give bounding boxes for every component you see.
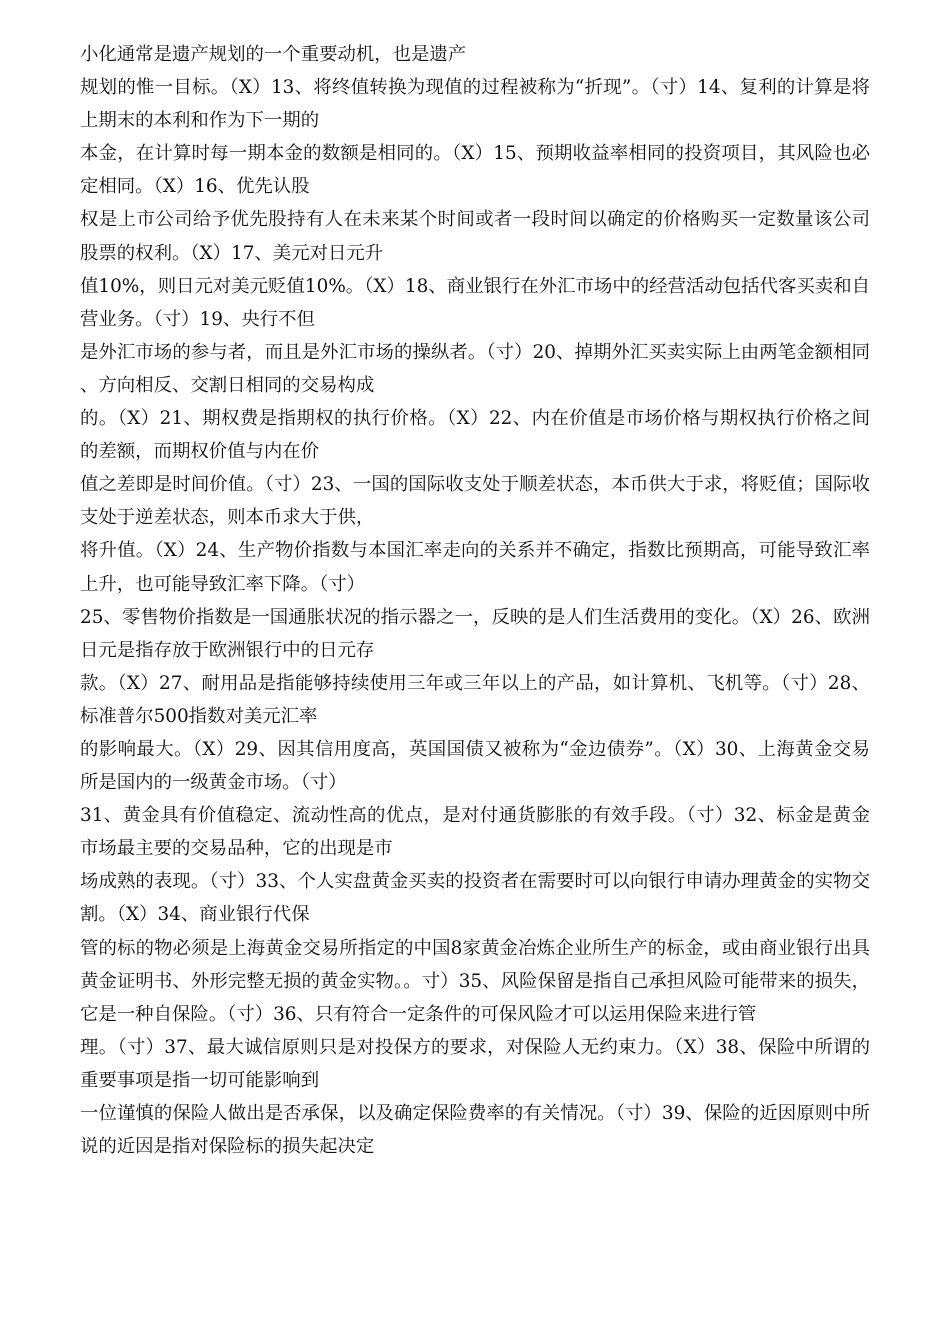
paragraph: 值10%，则日元对美元贬值10%。（X）18、商业银行在外汇市场中的经营活动包括代客买卖和自营业务。（寸）19、央行不但 [80, 275, 870, 330]
document-body [80, 38, 870, 1163]
paragraph: 本金，在计算时每一期本金的数额是相同的。（X）15、预期收益率相同的投资项目，其风险也必定相同。（X）16、优先认股 [80, 143, 870, 198]
paragraph: 将升值。（X）24、生产物价指数与本国汇率走向的关系并不确定，指数比预期高，可能导致汇率上升，也可能导致汇率下降。（寸） [80, 540, 870, 595]
paragraph: 场成熟的表现。（寸）33、个人实盘黄金买卖的投资者在需要时可以向银行申请办理黄金的实物交割。（X）34、商业银行代保 [80, 871, 870, 926]
paragraph: 管的标的物必须是上海黄金交易所指定的中国8家黄金冶炼企业所生产的标金，或由商业银行出具黄金证明书、外形完整无损的黄金实物。。寸）35、风险保留是指自己承担风险可能带来的损失，它是一种自保险。（寸）36、只有符合一定条件的可保风险才可以运用保险来进行管 [80, 937, 870, 1025]
paragraph: 一位谨慎的保险人做出是否承保，以及确定保险费率的有关情况。（寸）39、保险的近因原则中所说的近因是指对保险标的损失起决定 [80, 1103, 870, 1158]
paragraph: 规划的惟一目标。（X）13、将终值转换为现值的过程被称为“折现”。（寸）14、复利的计算是将上期末的本利和作为下一期的 [80, 77, 870, 132]
paragraph: 款。（X）27、耐用品是指能够持续使用三年或三年以上的产品，如计算机、飞机等。（寸）28、标准普尔500指数对美元汇率 [80, 672, 870, 727]
paragraph: 值之差即是时间价值。（寸）23、一国的国际收支处于顺差状态，本币供大于求，将贬值；国际收支处于逆差状态，则本币求大于供， [80, 474, 870, 529]
paragraph: 权是上市公司给予优先股持有人在未来某个时间或者一段时间以确定的价格购买一定数量该公司股票的权利。（X）17、美元对日元升 [80, 209, 870, 264]
paragraph: 理。（寸）37、最大诚信原则只是对投保方的要求，对保险人无约束力。（X）38、保险中所谓的重要事项是指一切可能影响到 [80, 1036, 870, 1091]
paragraph: 的。（X）21、期权费是指期权的执行价格。（X）22、内在价值是市场价格与期权执行价格之间的差额，而期权价值与内在价 [80, 408, 870, 463]
paragraph: 是外汇市场的参与者，而且是外汇市场的操纵者。（寸）20、掉期外汇买卖实际上由两笔金额相同、方向相反、交割日相同的交易构成 [80, 341, 870, 396]
paragraph: 的影响最大。（X）29、因其信用度高，英国国债又被称为“金边债券”。（X）30、上海黄金交易所是国内的一级黄金市场。（寸） [80, 738, 870, 794]
paragraph: 25、零售物价指数是一国通胀状况的指示器之一，反映的是人们生活费用的变化。（X）26、欧洲日元是指存放于欧洲银行中的日元存 [80, 606, 870, 661]
paragraph: 31、黄金具有价值稳定、流动性高的优点，是对付通货膨胀的有效手段。（寸）32、标金是黄金市场最主要的交易品种，它的出现是市 [80, 805, 870, 860]
paragraph: 小化通常是遗产规划的一个重要动机，也是遗产 [80, 44, 467, 65]
